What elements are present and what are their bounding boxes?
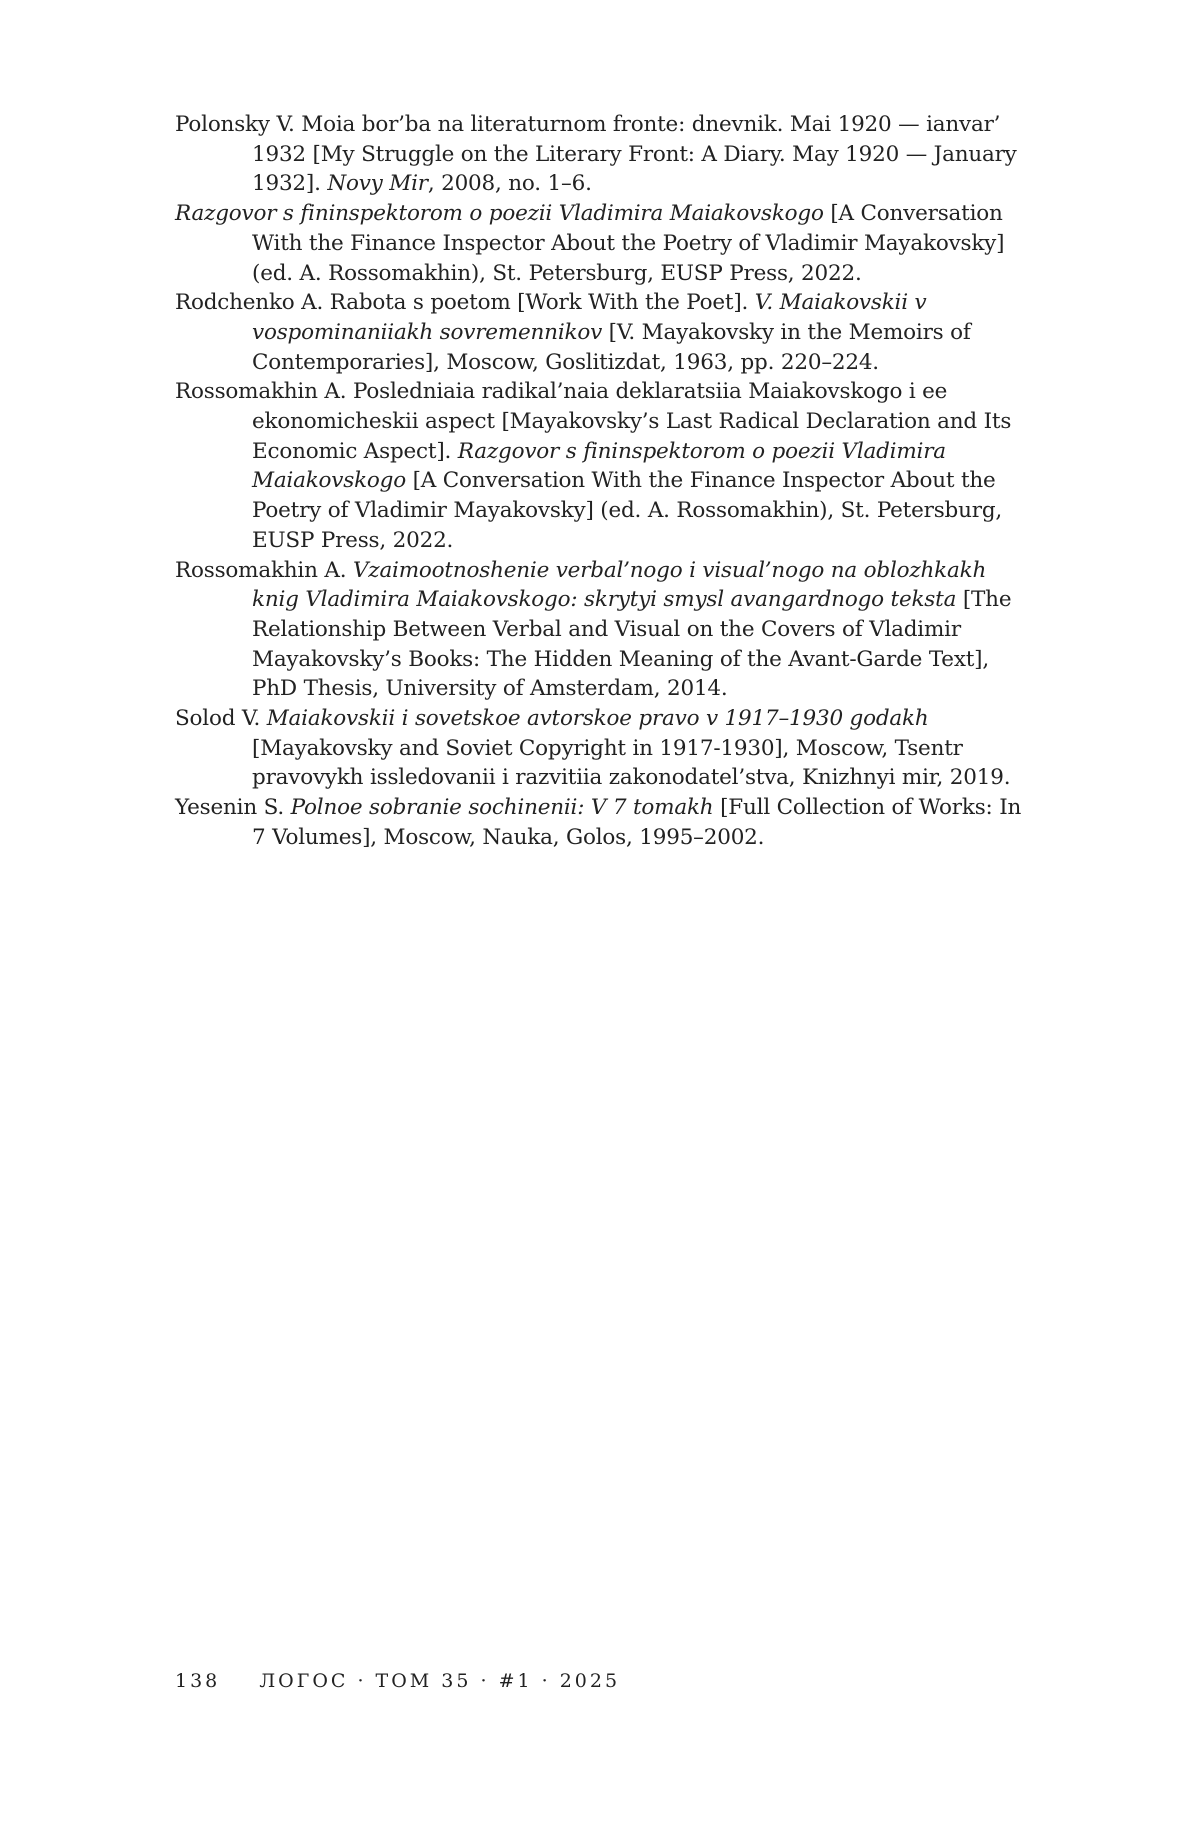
running-title: ЛОГОС · ТОМ 35 · #1 · 2025 [259, 1670, 621, 1692]
reference-text: Yesenin S. [175, 795, 291, 821]
reference-text: [Full Collection of Works: In 7 Volumes], Moscow, Nauka, Golos, 1995–2002. [252, 795, 1022, 850]
reference-text: , 2008, no. 1–6. [427, 171, 592, 197]
reference-text: Polonsky V. Moia bor’ba na literaturnom fronte: dnevnik. Mai 1920 — ianvar’ 1932 [My Struggle on the Literary Front: A Diary. May 1920 — January 1932]. [175, 112, 1017, 197]
reference-entry [175, 377, 1037, 555]
reference-text: [V. Mayakovsky in the Memoirs of Contemporaries], Moscow, Goslitizdat, 1963, pp. 220–224. [252, 319, 971, 375]
reference-text: Solod V. [175, 706, 267, 732]
reference-text: Rossomakhin A. Posledniaia radikal’naia deklaratsiia Maiakovskogo i ee ekonomicheskii aspect [Mayakovsky’s Last Radical Declaration and Its Economic Aspect]. [175, 379, 1012, 464]
reference-title-italic: Vzaimootnoshenie verbal’nogo i visual’nogo na oblozhkakh knig Vladimira Maiakovskogo: skrytyi smysl avangardnogo teksta [252, 557, 987, 613]
reference-entry [175, 556, 1037, 705]
reference-title-italic: Novy Mir [327, 171, 428, 197]
reference-title-italic: Polnoe sobranie sochinenii: V 7 tomakh [290, 795, 714, 821]
reference-entry [175, 793, 1037, 852]
reference-title-italic: Razgovor s fininspektorom o poezii Vladimira Maiakovskogo [252, 438, 946, 494]
reference-entry [175, 288, 1037, 377]
reference-entry [175, 110, 1037, 199]
reference-entry [175, 704, 1037, 793]
reference-title-italic: V. Maiakovskii v vospominaniiakh sovremennikov [252, 290, 927, 345]
reference-text: Rossomakhin A. [175, 557, 353, 583]
reference-text: [A Conversation With the Finance Inspector About the Poetry of Vladimir Mayakovsky] (ed. A. Rossomakhin), St. Petersburg, EUSP Press, 2022. [252, 468, 1003, 553]
reference-list [175, 110, 1037, 853]
page-footer [175, 1670, 620, 1692]
reference-text: [The Relationship Between Verbal and Visual on the Covers of Vladimir Mayakovsky’s Books: The Hidden Meaning of the Avant-Garde Text], PhD Thesis, University of Amsterdam, 2014. [252, 587, 1012, 702]
reference-text: Rodchenko A. Rabota s poetom [Work With the Poet]. [175, 290, 755, 316]
page-number: 138 [175, 1670, 221, 1692]
reference-title-italic: Razgovor s fininspektorom o poezii Vladimira Maiakovskogo [175, 201, 824, 227]
reference-text: [A Conversation With the Finance Inspector About the Poetry of Vladimir Mayakovsky] (ed. A. Rossomakhin), St. Petersburg, EUSP Press, 2022. [252, 201, 1005, 286]
reference-entry [175, 199, 1037, 288]
reference-text: [Mayakovsky and Soviet Copyright in 1917-1930], Moscow, Tsentr pravovykh issledovanii i razvitiia zakonodatel’stva, Knizhnyi mir, 2019. [252, 735, 1011, 791]
reference-title-italic: Maiakovskii i sovetskoe avtorskoe pravo v 1917–1930 godakh [266, 706, 929, 732]
